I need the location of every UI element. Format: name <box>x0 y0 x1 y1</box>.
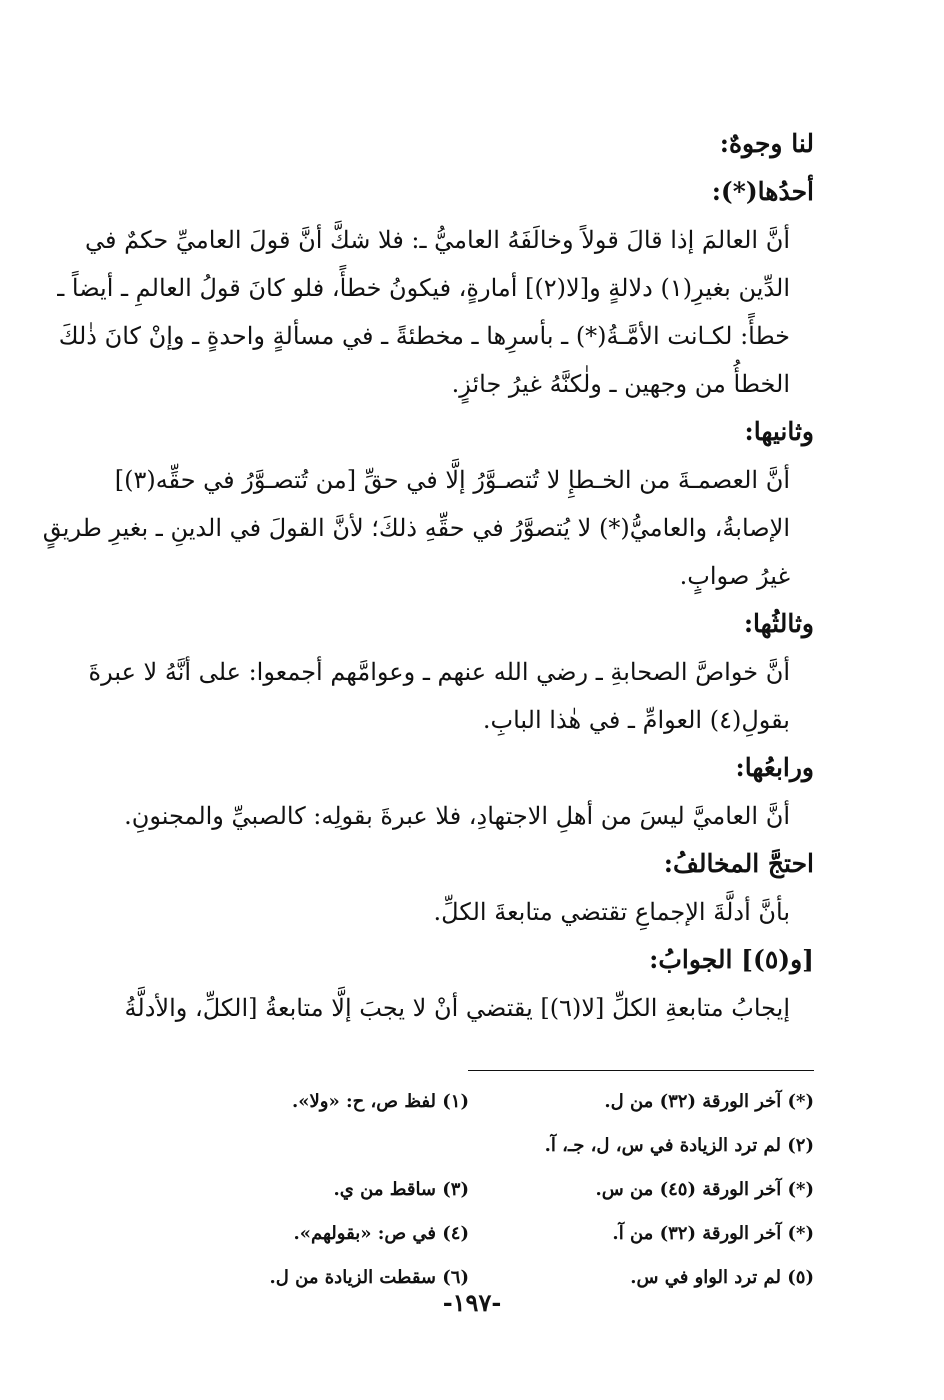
section-heading-first: أحدُها(*): <box>711 177 814 206</box>
footnote-row <box>124 1212 814 1256</box>
section-heading-opponent: احتجَّ المخالفُ: <box>663 849 814 878</box>
footnote <box>124 1124 469 1168</box>
footnote: (٢) لم ترد الزيادة في س، ل، جـ، آ. <box>544 1135 814 1156</box>
text-line: أنَّ العصمـةَ من الخـطإِ لا تُتصـوَّرُ إلَّا في حقِّ [من تُتصـوَّرُ في حقِّه(٣)] <box>114 466 790 494</box>
footnote-row <box>124 1168 814 1212</box>
footnote: (٥) لم ترد الواو في س. <box>630 1267 814 1288</box>
main-text <box>42 120 814 1032</box>
text-line: بقولِ(٤) العوامِّ ـ في هٰذا البابِ. <box>482 706 790 734</box>
footnote-row <box>124 1124 814 1168</box>
footnote: (١) لفظ ص، ح: «ولا». <box>291 1091 469 1112</box>
footnote: (٣) ساقط من ي. <box>333 1179 469 1200</box>
text-line: الخطأُ من وجهين ـ ولٰكنَّهُ غيرُ جائزٍ. <box>451 370 790 398</box>
section-heading-fourth: ورابعُها: <box>735 753 814 782</box>
text-line: أنَّ العاميَّ ليسَ من أهلِ الاجتهادِ، فلا عبرةَ بقولِه: كالصبيِّ والمجنونِ. <box>124 802 790 830</box>
footnote: (٤) في ص: «بقولهم». <box>293 1223 469 1244</box>
text-line: الدِّين بغيرِ(١) دلالةٍ و[لا(٢)] أمارةٍ، فيكونُ خطأً، فلو كانَ قولُ العالمِ ـ أيضاً ـ <box>57 274 790 302</box>
text-line: إيجابُ متابعةِ الكلِّ [لا(٦)] يقتضي أنْ لا يجبَ إلَّا متابعةُ [الكلِّ، والأدلَّةُ <box>124 994 790 1022</box>
text-line: الإصابةُ، والعاميُّ(*) لا يُتصوَّرُ في حقِّهِ ذلكَ؛ لأنَّ القولَ في الدينِ ـ بغيرِ طريقٍ <box>42 514 790 542</box>
paragraph-first <box>57 216 814 408</box>
paragraph-answer <box>124 984 814 1032</box>
intro-heading: لنا وجوهٌ: <box>719 129 814 158</box>
footnote: (*) آخر الورقة (٣٢) من ل. <box>604 1091 814 1112</box>
text-line: غيرُ صوابٍ. <box>679 562 790 590</box>
footnotes <box>124 1080 814 1300</box>
footnote: (*) آخر الورقة (٤٥) من س. <box>595 1179 814 1200</box>
footnote: (*) آخر الورقة (٣٢) من آ. <box>612 1223 814 1244</box>
section-heading-answer: [و(٥)] الجوابُ: <box>649 945 814 974</box>
text-line: خطأً: لكـانت الأمَّـةُ(*) ـ بأسرِها ـ مخطئةً ـ في مسألةٍ واحدةٍ ـ وإنْ كانَ ذٰلكَ <box>58 322 790 350</box>
page-number: -١٩٧- <box>442 1288 502 1317</box>
section-heading-third: وثالثُها: <box>743 609 814 638</box>
text-line: بأنَّ أدلَّةَ الإجماعِ تقتضي متابعةَ الكلِّ. <box>433 898 790 926</box>
paragraph-opponent <box>124 888 814 936</box>
text-line: أنَّ خواصَّ الصحابةِ ـ رضي الله عنهم ـ وعوامَّهم أجمعوا: على أنَّهُ لا عبرةَ <box>88 658 790 686</box>
paragraph-third <box>88 648 814 744</box>
footnote-row <box>124 1080 814 1124</box>
footnote: (٦) سقطت الزيادة من ل. <box>269 1267 469 1288</box>
paragraph-second <box>42 456 814 600</box>
text-line: أنَّ العالمَ إذا قالَ قولاً وخالَفَهُ العاميُّ ـ: فلا شكَّ أنَّ قولَ العاميِّ حكمٌ في <box>85 226 790 254</box>
footnote-divider <box>468 1070 814 1071</box>
section-heading-second: وثانيها: <box>744 417 814 446</box>
paragraph-fourth <box>124 792 814 840</box>
